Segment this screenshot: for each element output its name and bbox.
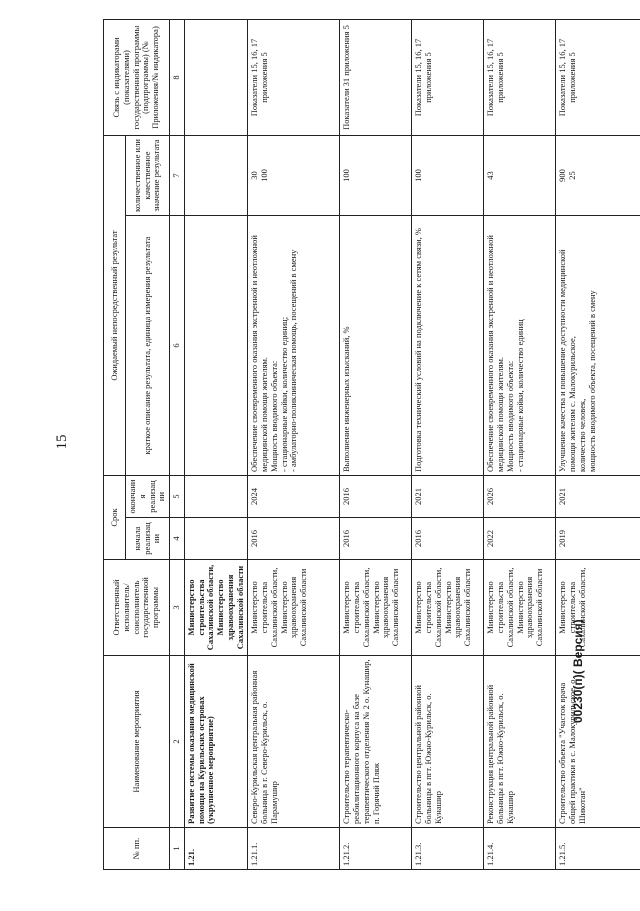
row-num: 1.21.5. [556,828,640,870]
column-number: 1 [170,828,185,870]
table-row [412,20,484,870]
row-link: Показатели 15, 16, 17 приложения 5 [248,20,340,136]
row-link [184,20,248,136]
row-name: Реконструкция центральной районной больницы в пгт. Южно-Курильск, о. Кунашир [484,656,556,828]
row-start: 2019 [556,518,640,560]
table-row [248,20,340,870]
row-num: 1.21.4. [484,828,556,870]
column-number: 6 [170,216,185,476]
row-executor: Министерство строительства Сахалинской области, Министерство здравоохранения Сахалинской области [184,560,248,656]
header-end: окончания реализации [126,476,170,518]
row-num: 1.21.2. [340,828,412,870]
row-name: Строительство терапевтическо-реабилитационного корпуса на базе терапевтического отделения № 2 о. Кунашир, п. Горячий Пляж [340,656,412,828]
row-name: Развитие системы оказания медицинской помощи на Курильских островах (укрупненное мероприятие) [184,656,248,828]
row-start: 2016 [340,518,412,560]
column-number: 7 [170,136,185,216]
column-number: 4 [170,518,185,560]
row-end: 2021 [412,476,484,518]
header-executor: Ответственный исполнитель/соисполнитель государственной программы [104,560,170,656]
row-start [184,518,248,560]
row-desc: Выполнение инженерных изысканий, % [340,216,412,476]
header-term: Срок [104,476,126,560]
row-name: Строительство объекта "Участок врача общей практики в с. Малокурильское, о. Шикотан" [556,656,640,828]
header-start: начала реализации [126,518,170,560]
row-desc [184,216,248,476]
row-link: Показатели 31 приложения 5 [340,20,412,136]
rotated-table-container [103,20,623,870]
header-name: Наименование мероприятия [104,656,170,828]
row-link: Показатели 15, 16, 17 приложения 5 [556,20,640,136]
header-link: Связь с индикаторами (показателями) государственной программы (подпрограммы) (№ Приложения/№ индикатора) [104,20,170,136]
row-value: 100 [412,136,484,216]
row-start: 2022 [484,518,556,560]
table-row [484,20,556,870]
header-result-desc: краткое описание результата, единица измерения результата [126,216,170,476]
row-link: Показатели 15, 16, 17 приложения 5 [484,20,556,136]
header-result-group: Ожидаемый непосредственный результат [104,136,126,476]
column-number: 3 [170,560,185,656]
table-row [556,20,640,870]
row-value: 900 25 [556,136,640,216]
row-end: 2024 [248,476,340,518]
row-executor: Министерство строительства Сахалинской области, [556,560,640,656]
row-desc: Подготовка технический условий на подключение к сетям связи, % [412,216,484,476]
row-desc: Улучшение качества и повышение доступности медицинской помощи жителям с. Малокурильское, количество человек, мощность вводимого объекта, посещений в смену [556,216,640,476]
row-executor: Министерство строительства Сахалинской области, Министерство здравоохранения Сахалинской области [340,560,412,656]
row-num: 1.21. [184,828,248,870]
row-value: 43 [484,136,556,216]
row-end: 2016 [340,476,412,518]
column-number: 2 [170,656,185,828]
column-number: 5 [170,476,185,518]
column-number: 8 [170,20,185,136]
row-num: 1.21.1. [248,828,340,870]
row-end: 2021 [556,476,640,518]
document-code: 00230(п)( Версия) [571,619,585,723]
row-end [184,476,248,518]
row-desc: Обеспечение своевременного оказания экстренной и неотложной медицинской помощи жителям. Мощность вводимого объекта: - стационарные койки, количество единиц; - амбулаторно-поликлиническая помощь, посещений в смену [248,216,340,476]
row-start: 2016 [412,518,484,560]
row-end: 2026 [484,476,556,518]
row-start: 2016 [248,518,340,560]
row-value: 30 100 [248,136,340,216]
table-row [340,20,412,870]
row-value: 100 [340,136,412,216]
measures-table [103,19,640,870]
row-name: Северо-Курильская центральная районная больница в г. Северо-Курильск, о. Парамушир [248,656,340,828]
page-number: 15 [54,434,70,450]
row-executor: Министерство строительства Сахалинской области, Министерство здравоохранения Сахалинской области [248,560,340,656]
row-executor: Министерство строительства Сахалинской области, Министерство здравоохранения Сахалинской области [412,560,484,656]
row-executor: Министерство строительства Сахалинской области, Министерство здравоохранения Сахалинской области [484,560,556,656]
row-name: Строительство центральной районной больницы в пгт. Южно-Курильск, о. Кунашир [412,656,484,828]
row-value [184,136,248,216]
row-desc: Обеспечение своевременного оказания экстренной и неотложной медицинской помощи жителям. Мощность вводимого объекта: - стационарные койки, количество единиц [484,216,556,476]
table-row [184,20,248,870]
header-num: № пп. [104,828,170,870]
row-link: Показатели 15, 16, 17 приложения 5 [412,20,484,136]
row-num: 1.21.3. [412,828,484,870]
header-result-value: количественное или качественное значение результата [126,136,170,216]
